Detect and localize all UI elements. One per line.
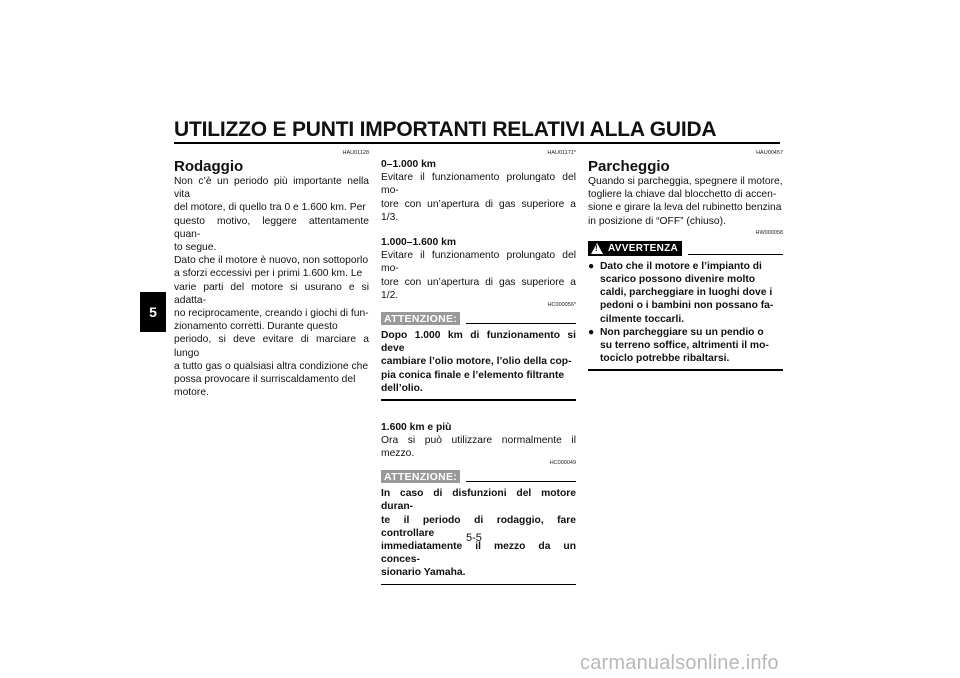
text-line: Dato che il motore è nuovo, non sottoporlo [174, 255, 369, 267]
warning-list [588, 260, 783, 366]
footer-watermark: carmanualsonline.info [580, 652, 779, 674]
subheading: 1.600 km e più [381, 421, 452, 433]
caution-rule [466, 323, 576, 324]
caution-header [381, 470, 576, 483]
page-header-title: UTILIZZO E PUNTI IMPORTANTI RELATIVI ALLA GUIDA [174, 118, 717, 141]
warning-rule [688, 254, 783, 255]
text-line: questo motivo, leggere attentamente quan- [174, 215, 369, 240]
section-heading: Parcheggio [588, 158, 670, 175]
chapter-tab: 5 [140, 292, 166, 332]
bullet-icon: ● [588, 326, 595, 338]
caution-code: HC000049 [549, 460, 576, 467]
text-line: tore con un’apertura di gas superiore a 1/3. [381, 198, 576, 223]
text-line: cilmente toccarli. [600, 313, 685, 325]
warning-end-rule [588, 369, 783, 371]
text-line: a sforzi eccessivi per i primi 1.600 km. Le [174, 268, 363, 280]
warning-header [588, 241, 783, 256]
caution-header [381, 312, 576, 325]
text-line: no reciprocamente, creando i giochi di fun- [174, 308, 369, 320]
text-line: a tutto gas o qualsiasi altra condizione che [174, 360, 369, 372]
list-item [588, 326, 783, 366]
warning-triangle-icon: ! [591, 243, 603, 254]
warning-code: HW000058 [755, 229, 783, 236]
right-column [588, 150, 783, 371]
text-line: pedoni o i bambini non possano fa- [600, 300, 774, 312]
header-rule [174, 142, 780, 144]
text-line: dell’olio. [381, 382, 423, 394]
text-line: possa provocare il surriscaldamento del [174, 374, 356, 386]
body-text [174, 175, 369, 399]
text-line: sionario Yamaha. [381, 567, 466, 579]
text-line: caldi, parcheggiare in luoghi dove i [600, 287, 773, 299]
text-line: sione e girare la leva del rubinetto benzina [588, 202, 782, 214]
warning-badge [588, 241, 682, 256]
middle-column [381, 150, 576, 585]
text-line: tociclo potrebbe ribaltarsi. [600, 353, 730, 365]
text-line: cambiare l’olio motore, l’olio della cop- [381, 356, 572, 368]
text-line: te il periodo di rodaggio, fare controllare [381, 514, 576, 539]
text-line: scarico possono divenire molto [600, 274, 756, 286]
text-line: su terreno soffice, altrimenti il mo- [600, 340, 769, 352]
text-line: Quando si parcheggia, spegnere il motore, [588, 176, 783, 187]
section-code: HAU00457 [756, 150, 783, 156]
caution-rule [466, 481, 576, 482]
text-line: Evitare il funzionamento prolungato del mo- [381, 172, 576, 197]
text-line: tore con un’apertura di gas superiore a 1/2. [381, 276, 576, 301]
text-line: Non parcheggiare su un pendio o [600, 326, 764, 338]
warning-label: AVVERTENZA [608, 242, 679, 254]
text-line: motore. [174, 387, 209, 399]
text-line: Ora si può utilizzare normalmente il mezzo. [381, 434, 576, 459]
text-line: periodo, si deve evitare di marciare a lungo [174, 334, 369, 359]
text-line: Dopo 1.000 km di funzionamento si deve [381, 330, 576, 355]
text-line: varie parti del motore si usurano e si adatta- [174, 281, 369, 306]
page-number: 5-5 [466, 532, 482, 544]
text-line: pia conica finale e l’elemento filtrante [381, 369, 565, 381]
section-code: HAU01171* [547, 150, 576, 156]
caution-text [381, 329, 576, 395]
caution-end-rule [381, 584, 576, 586]
text-line: to segue. [174, 242, 217, 254]
text-line: in posizione di “OFF” (chiuso). [588, 215, 726, 227]
section-heading: Rodaggio [174, 158, 244, 175]
text-line: Evitare il funzionamento prolungato del mo- [381, 250, 576, 275]
text-line: zionamento corretti. Durante questo [174, 321, 338, 333]
text-line: Dato che il motore e l’impianto di [600, 260, 762, 272]
bullet-icon: ● [588, 260, 595, 272]
text-line: del motore, di quello tra 0 e 1.600 km. Per [174, 202, 366, 214]
text-line: togliere la chiave dal blocchetto di accen- [588, 189, 777, 201]
section-code: HAU01128 [342, 150, 369, 156]
caution-label: ATTENZIONE: [381, 312, 460, 325]
text-line: immediatamente il mezzo da un conces- [381, 540, 576, 566]
left-column [174, 150, 369, 399]
subheading: 1.000–1.600 km [381, 237, 457, 249]
list-item [588, 260, 783, 326]
caution-label: ATTENZIONE: [381, 470, 460, 483]
subheading: 0–1.000 km [381, 159, 436, 170]
caution-code: HC000056* [547, 302, 576, 309]
text-line: In caso di disfunzioni del motore duran- [381, 488, 576, 513]
text-line: Non c’è un periodo più importante nella vita [174, 176, 369, 201]
